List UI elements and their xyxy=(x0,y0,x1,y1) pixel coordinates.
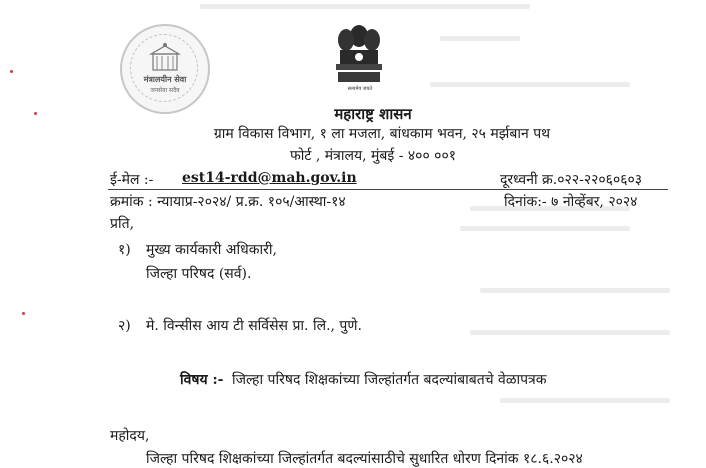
subject-label: विषय :- xyxy=(180,372,224,388)
seal-sublabel: जनसेवा सदैव xyxy=(150,87,180,94)
address-line-1: ग्राम विकास विभाग, १ ला मजला, बांधकाम भवन, २५ मर्झबान पथ xyxy=(213,126,551,142)
email-label: ई-मेल :- xyxy=(110,172,154,188)
government-title: महाराष्ट्र शासन xyxy=(334,105,412,123)
bleed-through xyxy=(200,4,530,9)
header-divider xyxy=(108,189,668,190)
salutation: महोदय, xyxy=(110,428,150,444)
stray-mark xyxy=(10,70,13,73)
body-paragraph: जिल्हा परिषद शिक्षकांच्या जिल्हांतर्गत बदल्यांसाठीचे सुधारित धोरण दिनांक १८.६.२०२४ xyxy=(146,451,583,467)
recipient-number: २) xyxy=(118,318,131,334)
subject-text: जिल्हा परिषद शिक्षकांच्या जिल्हांतर्गत बदल्यांबाबतचे वेळापत्रक xyxy=(232,372,547,388)
recipient-line: मे. विन्सीस आय टी सर्विसेस प्रा. लि., पुणे. xyxy=(146,318,362,334)
phone-number: दूरध्वनी क्र.०२२-२२०६०६०३ xyxy=(500,172,643,188)
bleed-through xyxy=(500,398,670,403)
bleed-through xyxy=(470,330,670,335)
email-link[interactable]: est14-rdd@mah.gov.in xyxy=(182,170,357,186)
emblem-motto: सत्यमेव जयते xyxy=(347,86,373,92)
recipients-heading: प्रति, xyxy=(110,216,135,232)
address-line-2: फोर्ट , मंत्रालय, मुंबई - ४०० ००१ xyxy=(289,148,457,164)
recipient-number: १) xyxy=(118,242,131,258)
bleed-through xyxy=(440,36,520,41)
bleed-through xyxy=(480,288,670,293)
letter-date: दिनांक:- ७ नोव्हेंबर, २०२४ xyxy=(504,194,638,210)
mantralaya-seal xyxy=(120,24,210,114)
bleed-through xyxy=(460,226,630,231)
reference-number: क्रमांक : न्यायाप्र-२०२४/ प्र.क्र. १०५/आस्था-१४ xyxy=(110,194,346,210)
seal-label: मंत्रालयीन सेवा xyxy=(143,75,187,84)
recipient-line: जिल्हा परिषद (सर्व). xyxy=(146,266,252,282)
stray-mark xyxy=(22,312,25,315)
national-emblem-icon xyxy=(330,20,388,90)
bleed-through xyxy=(430,82,630,87)
recipient-line: मुख्य कार्यकारी अधिकारी, xyxy=(146,242,277,258)
building-icon xyxy=(149,42,181,72)
